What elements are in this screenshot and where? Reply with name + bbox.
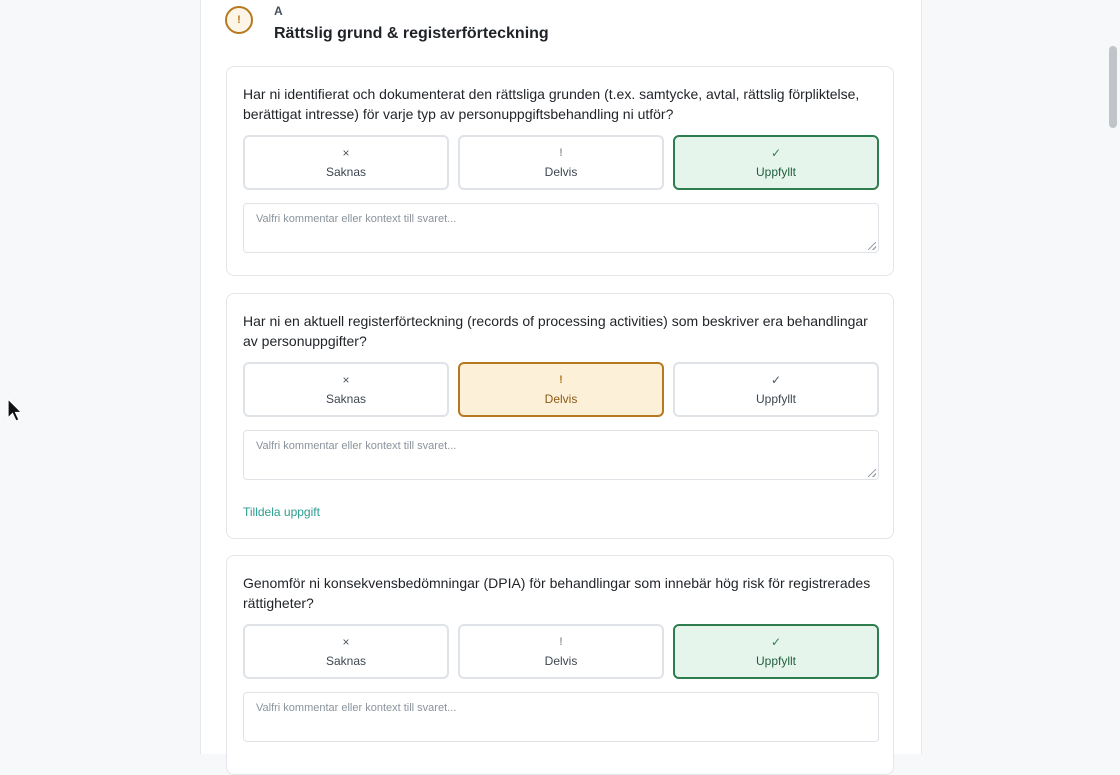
resize-handle-icon[interactable] bbox=[868, 242, 876, 250]
option-uppfyllt-button[interactable] bbox=[673, 135, 879, 190]
close-icon: × bbox=[342, 373, 350, 387]
check-icon: ✓ bbox=[770, 635, 782, 649]
question-card bbox=[226, 555, 894, 775]
option-label: Uppfyllt bbox=[755, 654, 796, 668]
assign-task-link[interactable]: Tilldela uppgift bbox=[243, 505, 320, 519]
option-delvis-button[interactable] bbox=[458, 135, 664, 190]
section-title: Rättslig grund & registerförteckning bbox=[274, 25, 549, 42]
option-label: Saknas bbox=[325, 165, 367, 179]
scrollbar-thumb[interactable] bbox=[1109, 46, 1117, 128]
check-icon: ✓ bbox=[770, 146, 782, 160]
option-label: Delvis bbox=[544, 165, 578, 179]
comment-textarea[interactable] bbox=[243, 203, 879, 253]
question-text: Har ni en aktuell registerförteckning (records of processing activities) som beskriver era behandlingar av personuppgifter? bbox=[243, 313, 868, 349]
resize-handle-icon[interactable] bbox=[868, 469, 876, 477]
option-label: Uppfyllt bbox=[755, 165, 796, 179]
option-label: Delvis bbox=[544, 392, 578, 406]
comment-placeholder: Valfri kommentar eller kontext till svaret... bbox=[256, 702, 457, 714]
answer-options bbox=[243, 362, 879, 417]
comment-placeholder: Valfri kommentar eller kontext till svaret... bbox=[256, 213, 457, 225]
exclamation-icon: ! bbox=[559, 374, 563, 386]
warning-icon: ! bbox=[225, 6, 253, 34]
comment-textarea[interactable] bbox=[243, 692, 879, 742]
question-text: Genomför ni konsekvensbedömningar (DPIA) för behandlingar som innebär hög risk för registrerades rättigheter? bbox=[243, 575, 871, 611]
section-letter: A bbox=[274, 4, 283, 18]
comment-placeholder: Valfri kommentar eller kontext till svaret... bbox=[256, 440, 457, 452]
exclamation-icon: ! bbox=[559, 147, 563, 159]
answer-options bbox=[243, 135, 879, 190]
assessment-panel bbox=[200, 0, 922, 754]
question-card bbox=[226, 293, 894, 539]
option-saknas-button[interactable] bbox=[243, 135, 449, 190]
close-icon: × bbox=[342, 146, 350, 160]
option-label: Uppfyllt bbox=[755, 392, 796, 406]
option-label: Saknas bbox=[325, 392, 367, 406]
option-label: Delvis bbox=[544, 654, 578, 668]
close-icon: × bbox=[342, 635, 350, 649]
mouse-pointer-icon bbox=[6, 398, 24, 424]
question-text: Har ni identifierat och dokumenterat den rättsliga grunden (t.ex. samtycke, avtal, rättslig förpliktelse, berättigat intresse) för varje typ av personuppgiftsbehandling ni utför? bbox=[243, 86, 860, 122]
vertical-scrollbar[interactable] bbox=[1106, 0, 1120, 732]
answer-options bbox=[243, 624, 879, 679]
option-uppfyllt-button[interactable] bbox=[673, 362, 879, 417]
option-delvis-button[interactable] bbox=[458, 362, 664, 417]
option-saknas-button[interactable] bbox=[243, 624, 449, 679]
option-uppfyllt-button[interactable] bbox=[673, 624, 879, 679]
comment-textarea[interactable] bbox=[243, 430, 879, 480]
option-label: Saknas bbox=[325, 654, 367, 668]
option-saknas-button[interactable] bbox=[243, 362, 449, 417]
question-card bbox=[226, 66, 894, 276]
exclamation-icon: ! bbox=[559, 636, 563, 648]
check-icon: ✓ bbox=[770, 373, 782, 387]
option-delvis-button[interactable] bbox=[458, 624, 664, 679]
